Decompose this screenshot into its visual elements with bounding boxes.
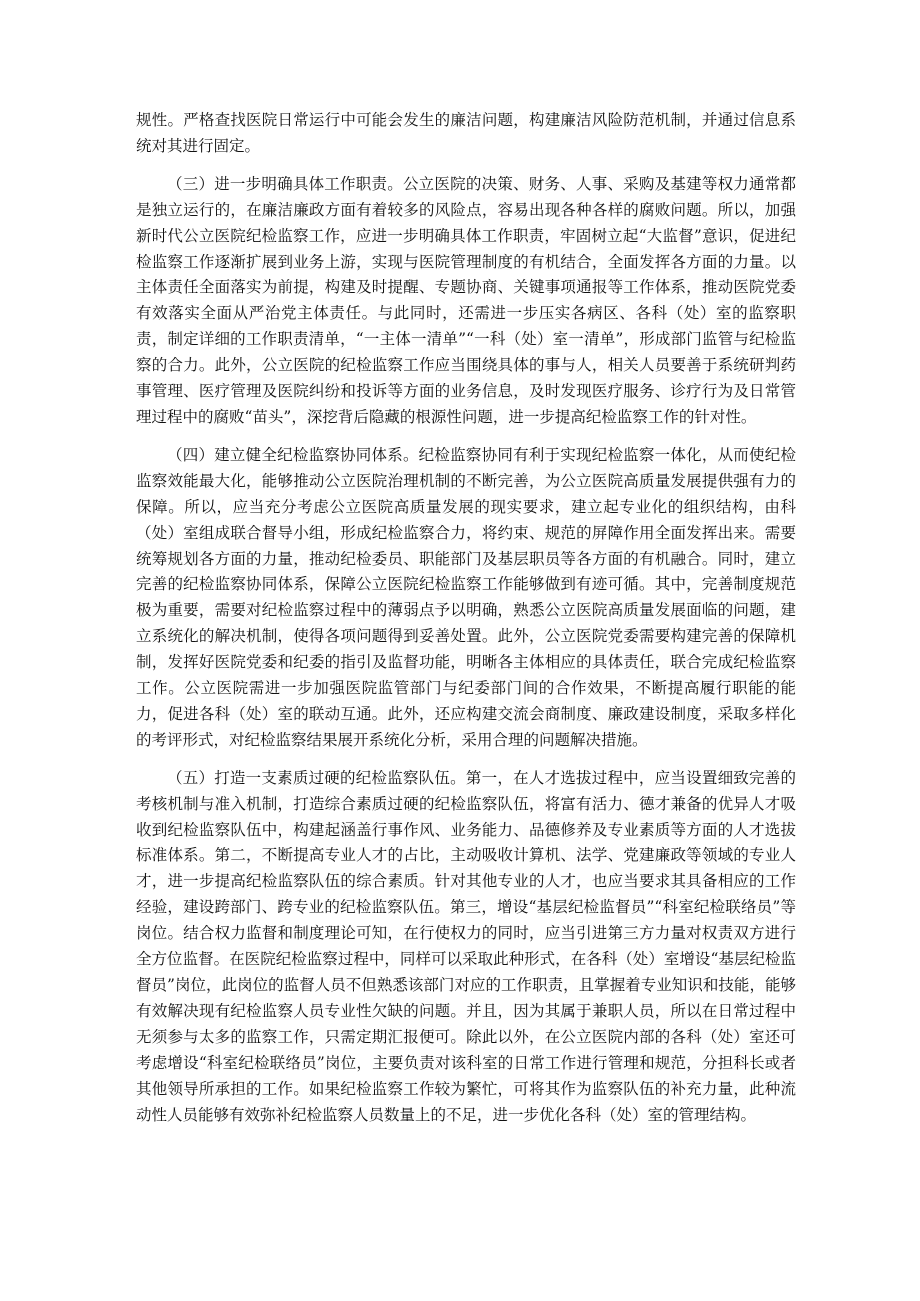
paragraph-continuation: 规性。严格查找医院日常运行中可能会发生的廉洁问题，构建廉洁风险防范机制，并通过信息系统对其进行固定。 — [136, 111, 796, 155]
paragraph-section-4: （四）建立健全纪检监察协同体系。纪检监察协同有利于实现纪检监察一体化，从而使纪检监察效能最大化，能够推动公立医院治理机制的不断完善，为公立医院高质量发展提供强有力的保障。所以，应当充分考虑公立医院高质量发展的现实要求，建立起专业化的组织结构，由科（处）室组成联合督导小组，形成纪检监察合力，将约束、规范的屏障作用全面发挥出来。需要统筹规划各方面的力量，推动纪检委员、职能部门及基层职员等各方面的有机融合。同时，建立完善的纪检监察协同体系，保障公立医院纪检监察工作能够做到有迹可循。其中，完善制度规范极为重要，需要对纪检监察过程中的薄弱点予以明确，熟悉公立医院高质量发展面临的问题，建立系统化的解决机制，使得各项问题得到妥善处置。此外，公立医院党委需要构建完善的保障机制，发挥好医院党委和纪委的指引及监督功能，明晰各主体相应的具体责任，联合完成纪检监察工作。公立医院需进一步加强医院监管部门与纪委部门间的合作效果，不断提高履行职能的能力，促进各科（处）室的联动互通。此外，还应构建交流会商制度、廉政建设制度，采取多样化的考评形式，对纪检监察结果展开系统化分析，采用合理的问题解决措施。 — [136, 445, 796, 749]
paragraph-section-3: （三）进一步明确具体工作职责。公立医院的决策、财务、人事、采购及基建等权力通常都是独立运行的，在廉洁廉政方面有着较多的风险点，容易出现各种各样的腐败问题。所以，加强新时代公立医院纪检监察工作，应进一步明确具体工作职责，牢固树立起“大监督”意识，促进纪检监察工作逐渐扩展到业务上游，实现与医院管理制度的有机结合，全面发挥各方面的力量。以主体责任全面落实为前提，构建及时提醒、专题协商、关键事项通报等工作体系，推动医院党委有效落实全面从严治党主体责任。与此同时，还需进一步压实各病区、各科（处）室的监察职责，制定详细的工作职责清单，“一主体一清单”“一科（处）室一清单”，形成部门监管与纪检监察的合力。此外，公立医院的纪检监察工作应当围绕具体的事与人，相关人员要善于系统研判药事管理、医疗管理及医院纠纷和投诉等方面的业务信息，及时发现医疗服务、诊疗行为及日常管理过程中的腐败“苗头”，深挖背后隐藏的根源性问题，进一步提高纪检监察工作的针对性。 — [136, 174, 796, 426]
document-page — [136, 108, 796, 1140]
paragraph-section-5: （五）打造一支素质过硬的纪检监察队伍。第一，在人才选拔过程中，应当设置细致完善的考核机制与准入机制，打造综合素质过硬的纪检监察队伍，将富有活力、德才兼备的优异人才吸收到纪检监察队伍中，构建起涵盖行事作风、业务能力、品德修养及专业素质等方面的人才选拔标准体系。第二，不断提高专业人才的占比，主动吸收计算机、法学、党建廉政等领域的专业人才，进一步提高纪检监察队伍的综合素质。针对其他专业的人才，也应当要求其具备相应的工作经验，建设跨部门、跨专业的纪检监察队伍。第三，增设“基层纪检监督员”“科室纪检联络员”等岗位。结合权力监督和制度理论可知，在行使权力的同时，应当引进第三方力量对权责双方进行全方位监督。在医院纪检监察过程中，同样可以采取此种形式，在各科（处）室增设“基层纪检监督员”岗位，此岗位的监督人员不但熟悉该部门对应的工作职责，且掌握着专业知识和技能，能够有效解决现有纪检监察人员专业性欠缺的问题。并且，因为其属于兼职人员，所以在日常过程中无须参与太多的监察工作，只需定期汇报便可。除此以外，在公立医院内部的各科（处）室还可考虑增设“科室纪检联络员”岗位，主要负责对该科室的日常工作进行管理和规范，分担科长或者其他领导所承担的工作。如果纪检监察工作较为繁忙，可将其作为监察队伍的补充力量，此种流动性人员能够有效弥补纪检监察人员数量上的不足，进一步优化各科（处）室的管理结构。 — [136, 768, 796, 1124]
